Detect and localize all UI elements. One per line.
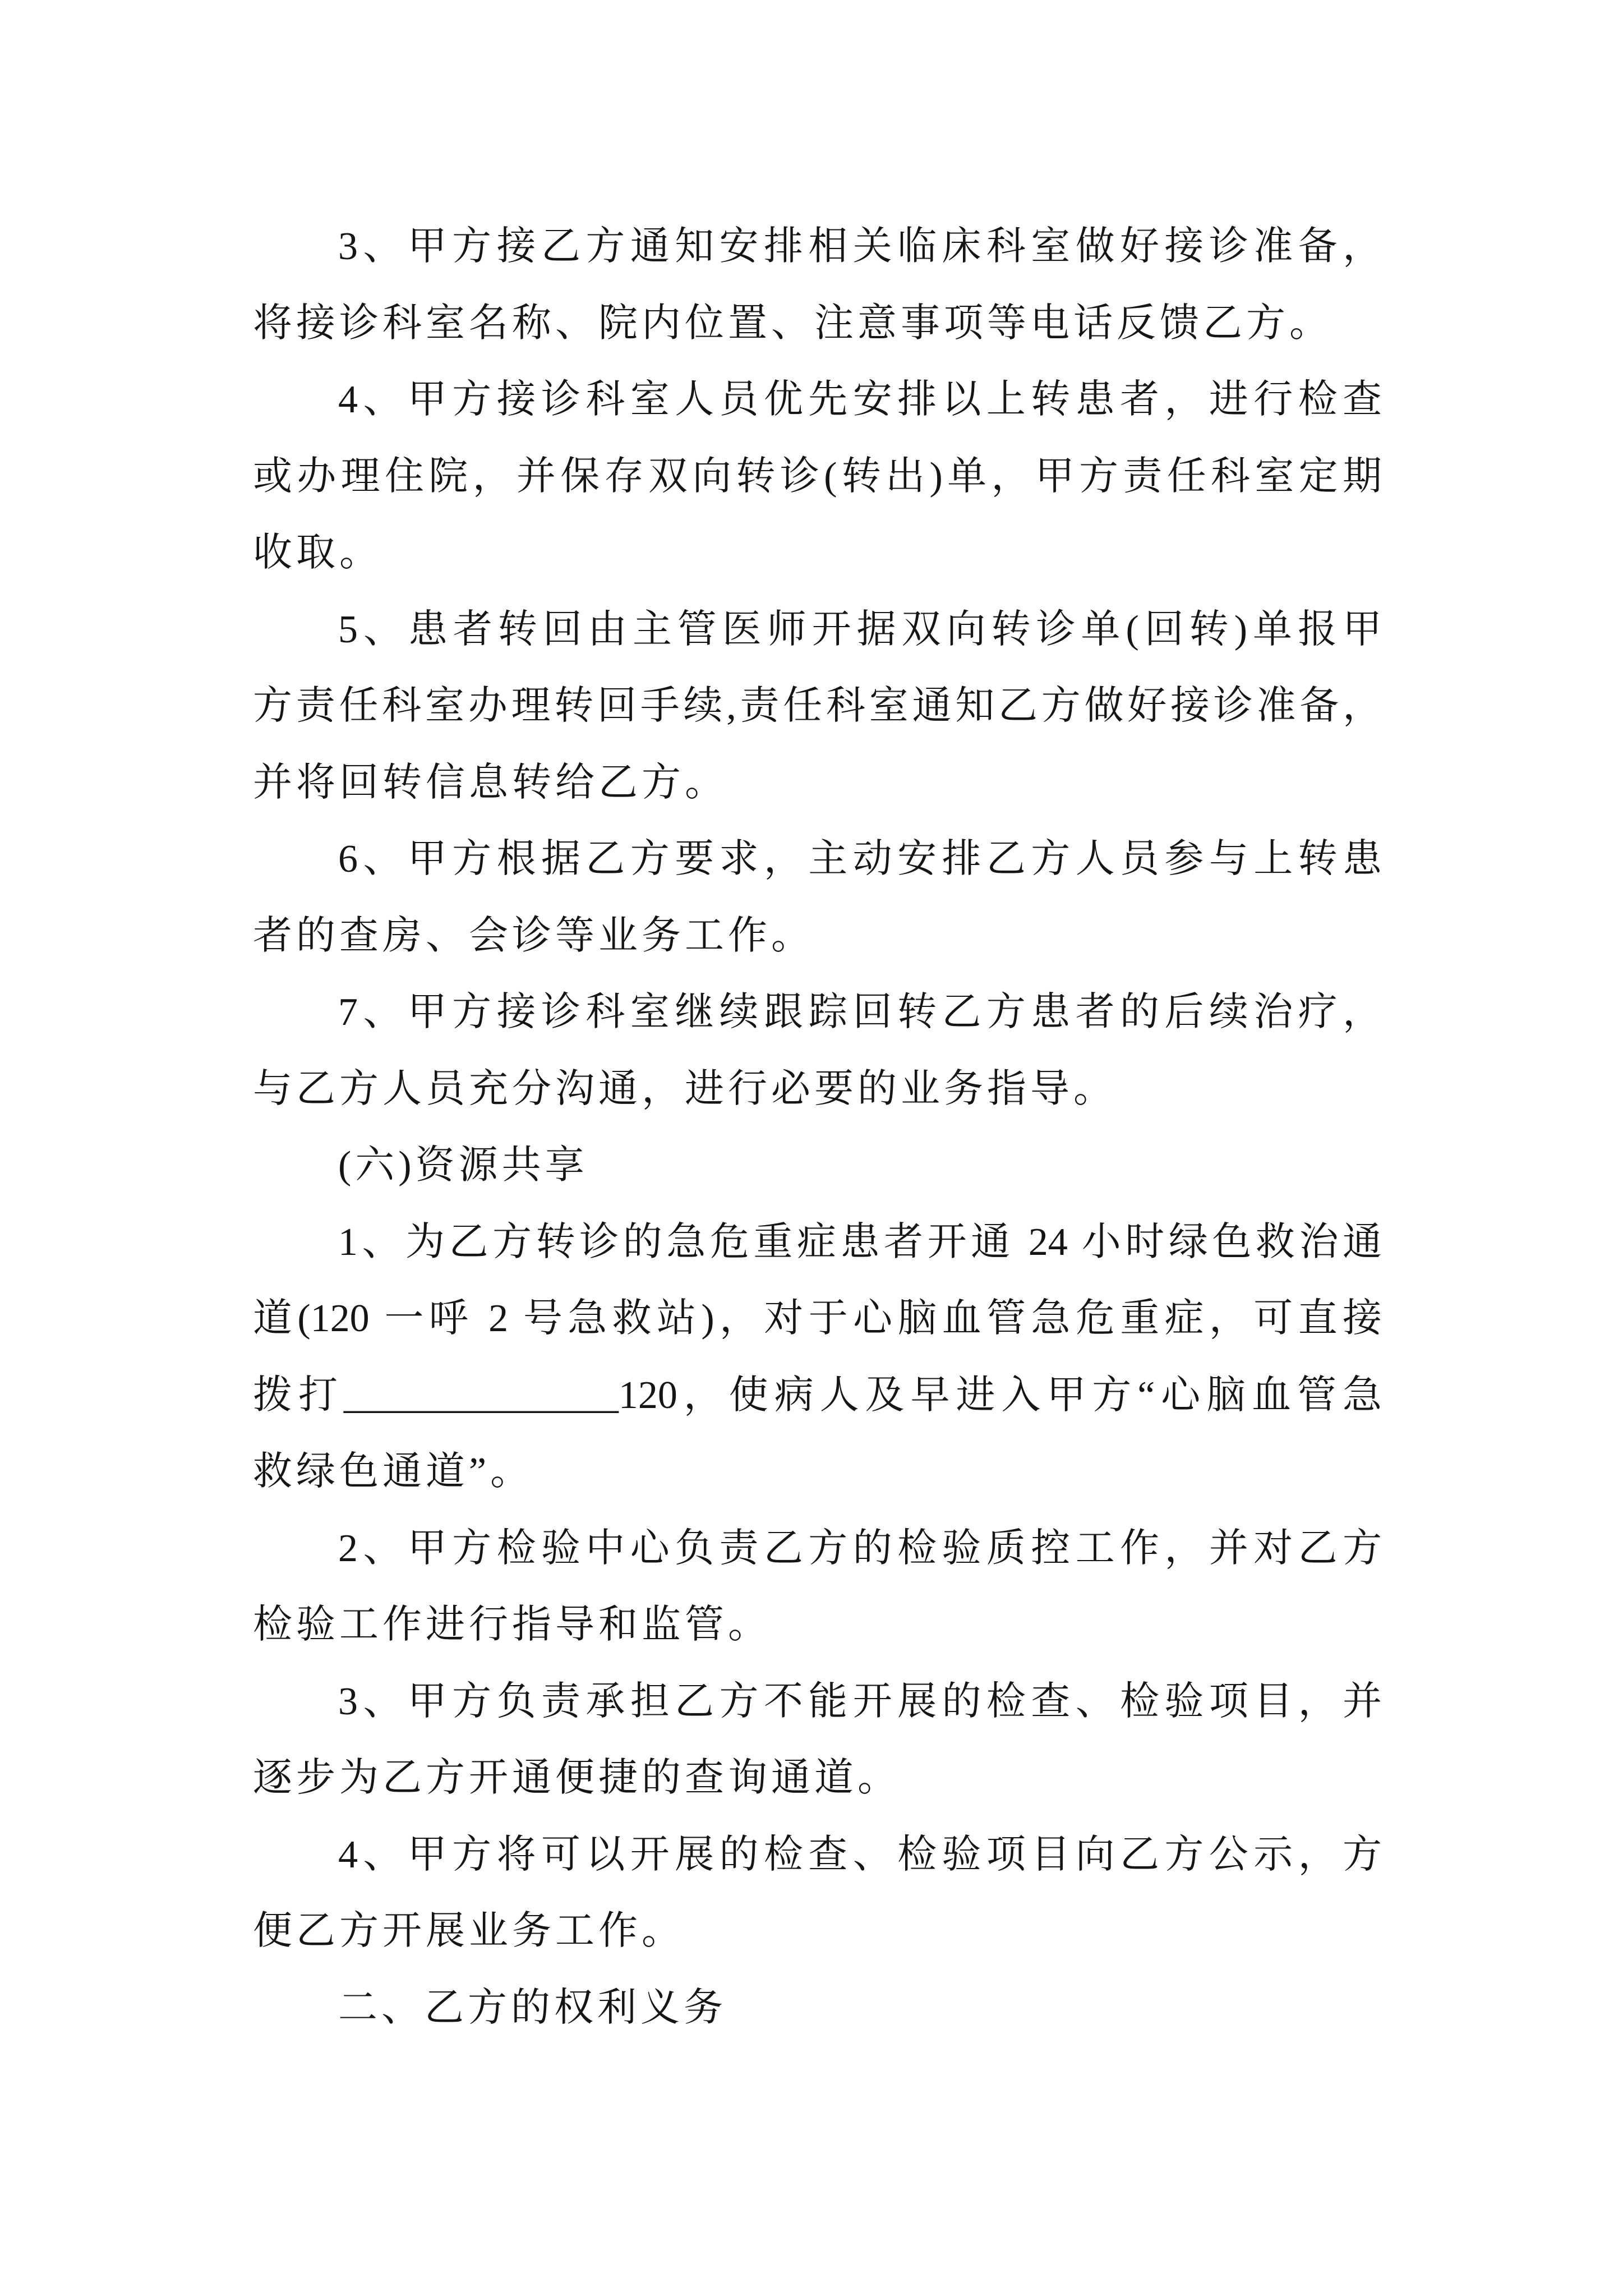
paragraph — [253, 821, 1382, 974]
document-body — [253, 209, 1382, 2046]
text-line: 收取。 — [253, 531, 382, 574]
text-line: 3、甲方负责承担乙方不能开展的检查、检验项目，并 — [338, 1680, 1382, 1723]
paragraph — [253, 209, 1382, 362]
text-line: 或办理住院，并保存双向转诊(转出)单，甲方责任科室定期 — [253, 454, 1382, 498]
text-line: 1、为乙方转诊的急危重症患者开通 24 小时绿色救治通 — [338, 1220, 1382, 1264]
text-line — [253, 1358, 1382, 1434]
text-line: 救绿色通道”。 — [253, 1450, 534, 1493]
paragraph — [253, 1664, 1382, 1817]
text-line: 道(120 一呼 2 号急救站)，对于心脑血管急危重症，可直接 — [253, 1297, 1382, 1340]
text-segment: 拨打 — [253, 1373, 344, 1417]
section-heading — [253, 1970, 1382, 2047]
paragraph — [253, 1511, 1382, 1664]
paragraph — [253, 1204, 1382, 1511]
text-line: 7、甲方接诊科室继续跟踪回转乙方患者的后续治疗， — [338, 991, 1382, 1034]
text-line: 4、甲方接诊科室人员优先安排以上转患者，进行检查 — [338, 378, 1382, 421]
text-line: 5、患者转回由主管医师开据双向转诊单(回转)单报甲 — [338, 608, 1382, 651]
text-segment: 120，使病人及早进入甲方“心脑血管急 — [618, 1373, 1382, 1417]
text-line: 方责任科室办理转回手续,责任科室通知乙方做好接诊准备， — [253, 684, 1382, 728]
text-line: 4、甲方将可以开展的检查、检验项目向乙方公示，方 — [338, 1833, 1382, 1876]
paragraph — [253, 1817, 1382, 1970]
text-line: 6、甲方根据乙方要求，主动安排乙方人员参与上转患 — [338, 838, 1382, 881]
text-line: 逐步为乙方开通便捷的查询通道。 — [253, 1756, 901, 1800]
fill-in-blank: ______________ — [343, 1373, 619, 1417]
paragraph — [253, 362, 1382, 592]
text-line: 3、甲方接乙方通知安排相关临床科室做好接诊准备， — [338, 225, 1382, 268]
section-heading-text: (六)资源共享 — [338, 1144, 588, 1187]
text-line: 将接诊科室名称、院内位置、注意事项等电话反馈乙方。 — [253, 301, 1332, 345]
paragraph — [253, 592, 1382, 822]
text-line: 2、甲方检验中心负责乙方的检验质控工作，并对乙方 — [338, 1526, 1382, 1570]
section-heading-text: 二、乙方的权利义务 — [338, 1986, 727, 2030]
text-line: 便乙方开展业务工作。 — [253, 1910, 685, 1953]
section-heading — [253, 1128, 1382, 1204]
text-line: 并将回转信息转给乙方。 — [253, 761, 728, 804]
paragraph — [253, 974, 1382, 1128]
text-line: 与乙方人员充分沟通，进行必要的业务指导。 — [253, 1067, 1117, 1111]
text-line: 者的查房、会诊等业务工作。 — [253, 914, 814, 958]
text-line: 检验工作进行指导和监管。 — [253, 1603, 771, 1646]
